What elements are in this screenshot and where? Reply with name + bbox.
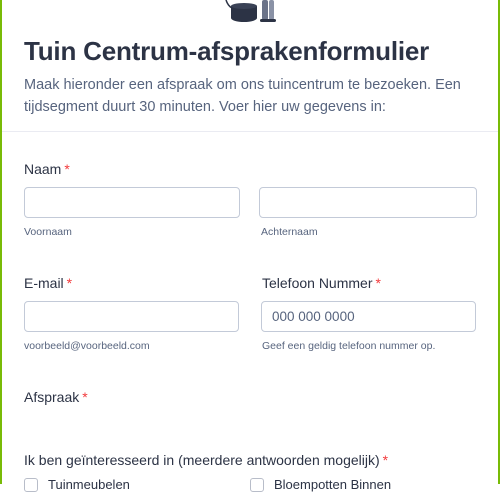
phone-label-text: Telefoon Nummer: [262, 275, 373, 291]
required-asterisk: *: [64, 161, 70, 177]
checkbox-option[interactable]: [24, 478, 130, 492]
email-sublabel: voorbeeld@voorbeeld.com: [24, 340, 150, 352]
phone-label: [262, 275, 381, 291]
phone-input[interactable]: [261, 301, 476, 332]
email-label: [24, 275, 72, 291]
checkbox[interactable]: [250, 478, 264, 492]
required-asterisk: *: [382, 452, 389, 468]
required-asterisk: *: [375, 275, 381, 291]
name-label-text: Naam: [24, 161, 62, 177]
name-label: [24, 161, 70, 177]
appointment-label-text: Afspraak: [24, 389, 80, 405]
form-header: [24, 36, 484, 118]
last-name-sublabel: Achternaam: [261, 226, 318, 238]
phone-sublabel: Geef een geldig telefoon nummer op.: [262, 340, 436, 352]
checkbox-option[interactable]: [250, 478, 391, 492]
header-divider: [2, 131, 498, 132]
email-label-text: E-mail: [24, 275, 64, 291]
checkbox-option-label: Bloempotten Binnen: [274, 477, 392, 492]
form-title: Tuin Centrum-afsprakenformulier: [24, 36, 430, 66]
header-illustration: [222, 0, 282, 26]
email-input[interactable]: [24, 301, 239, 332]
last-name-input[interactable]: [259, 187, 477, 218]
interest-label-text: Ik ben geïnteresseerd in (meerdere antwoorden mogelijk): [24, 452, 380, 468]
first-name-input[interactable]: [24, 187, 240, 218]
form-description: Maak hieronder een afspraak om ons tuincentrum te bezoeken. Een tijdsegment duurt 30 minuten. Voer hier uw gegevens in:: [24, 77, 461, 115]
checkbox[interactable]: [24, 478, 38, 492]
checkbox-option-label: Tuinmeubelen: [48, 477, 130, 492]
required-asterisk: *: [82, 389, 88, 405]
first-name-sublabel: Voornaam: [24, 226, 72, 238]
interest-label: [24, 452, 388, 468]
appointment-label: [24, 389, 88, 405]
required-asterisk: *: [66, 275, 73, 291]
